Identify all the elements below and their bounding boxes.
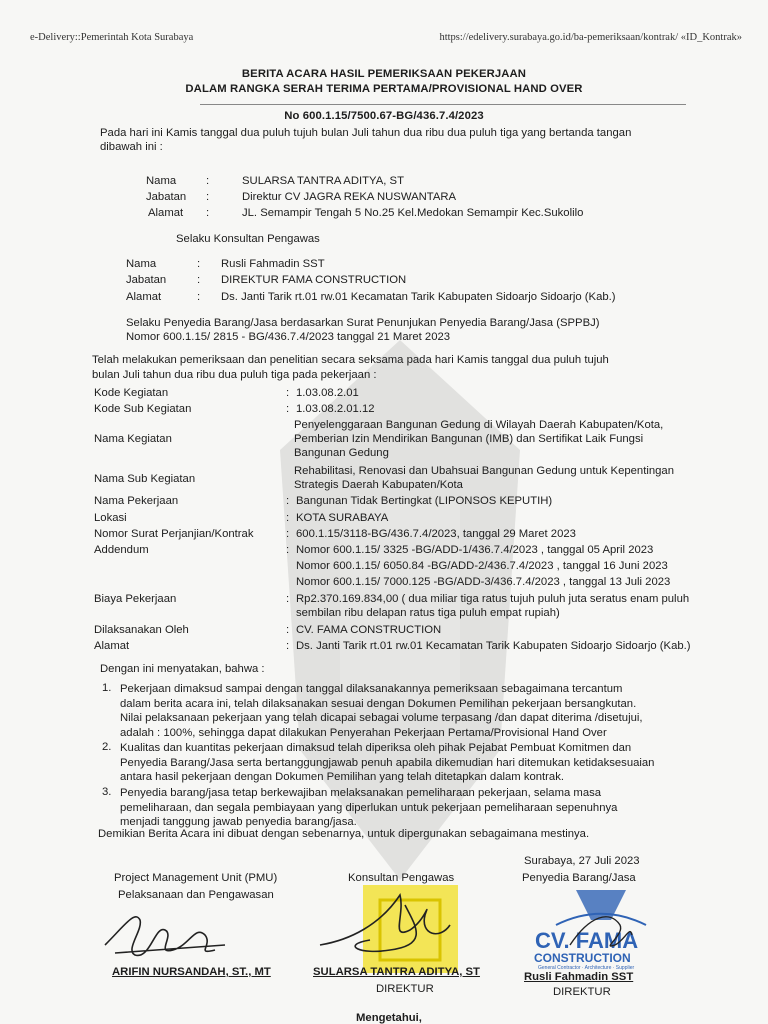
statement-item3-line: menjadi tanggung jawab penyedia barang/jasa. <box>120 816 357 828</box>
intro-line1: Pada hari ini Kamis tanggal dua puluh tujuh bulan Juli tahun dua ribu dua puluh tiga yang bertanda tangan <box>100 127 632 139</box>
party2-jabatan: DIREKTUR FAMA CONSTRUCTION <box>221 274 407 286</box>
statement-item1-line: Pekerjaan dimaksud sampai dengan tanggal dilaksanakannya pemeriksaan sebagaimana tercantum <box>120 683 623 695</box>
stamp-cv-text: CV. FAMA <box>535 928 639 953</box>
statement-closing: Demikian Berita Acara ini dibuat dengan sebenarnya, untuk dipergunakan sebagaimana mestinya. <box>98 828 590 840</box>
party1-alamat-label: Alamat <box>148 207 184 219</box>
penyedia-role: DIREKTUR <box>553 986 611 998</box>
colon: : <box>286 640 290 652</box>
statement-item1-line: dalam berita acara ini, telah dilaksanakan sesuai dengan Dokumen Pemilihan pekerjaan bersangkutan. <box>120 697 637 710</box>
nomor-surat-label: Nomor Surat Perjanjian/Kontrak <box>94 528 254 540</box>
statement-item1-line: Nilai pelaksanaan pekerjaan yang telah dicapai sebagai volume terpasang /dan dapat diterima /disetujui, <box>120 712 643 724</box>
konsultan-signature <box>310 885 480 965</box>
alamat-label: Alamat <box>94 640 130 652</box>
colon: : <box>286 387 290 399</box>
list-number-3: 3. <box>102 786 112 798</box>
kode-sub-label: Kode Sub Kegiatan <box>94 403 192 415</box>
addendum-label: Addendum <box>94 544 149 556</box>
party1-role: Selaku Konsultan Pengawas <box>176 233 320 245</box>
party2-alamat: Ds. Janti Tarik rt.01 rw.01 Kecamatan Tarik Kabupaten Sidoarjo Sidoarjo (Kab.) <box>221 291 616 303</box>
statement-intro: Dengan ini menyatakan, bahwa : <box>100 663 265 675</box>
nama-kegiatan-line1: Penyelenggaraan Bangunan Gedung di Wilayah Daerah Kabupaten/Kota, <box>294 419 664 431</box>
nama-pekerjaan-label: Nama Pekerjaan <box>94 495 179 507</box>
colon: : <box>197 274 201 286</box>
nama-kegiatan-line3: Bangunan Gedung <box>294 447 389 459</box>
addendum-line2: Nomor 600.1.15/ 6050.84 -BG/ADD-2/436.7.4/2023 , tanggal 16 Juni 2023 <box>296 560 668 572</box>
colon: : <box>197 258 201 270</box>
addendum-line1: Nomor 600.1.15/ 3325 -BG/ADD-1/436.7.4/2023 , tanggal 05 April 2023 <box>296 544 654 556</box>
lokasi-label: Lokasi <box>94 512 127 524</box>
colon: : <box>286 528 290 540</box>
header-url: https://edelivery.surabaya.go.id/ba-pemeriksaan/kontrak/ «ID_Kontrak» <box>439 32 742 43</box>
party1-alamat: JL. Semampir Tengah 5 No.25 Kel.Medokan Semampir Kec.Sukolilo <box>242 207 584 219</box>
party2-nama-label: Nama <box>126 258 157 270</box>
statement-item2-line: antara hasil pekerjaan dengan Dokumen Pemilihan yang telah ditetapkan dalam kontrak. <box>120 771 564 783</box>
header-source: e-Delivery::Pemerintah Kota Surabaya <box>30 32 194 43</box>
nama-sub-line2: Strategis Daerah Kabupaten/Kota <box>294 479 463 491</box>
penyedia-name: Rusli Fahmadin SST <box>524 971 634 983</box>
pmu-title-line1: Project Management Unit (PMU) <box>114 872 278 884</box>
lokasi: KOTA SURABAYA <box>296 512 389 524</box>
pmu-name: ARIFIN NURSANDAH, ST., MT <box>112 966 271 978</box>
statement-item2-line: Penyedia Barang/Jasa serta bertanggungjawab penuh apabila dikemudian hari ditemukan ketidaksesuaian <box>120 756 655 769</box>
statement-item3-line: Penyedia barang/jasa tetap berkewajiban melaksanakan pemeliharaan pekerjaan, selama masa <box>120 787 602 799</box>
party1-jabatan-label: Jabatan <box>146 191 187 203</box>
colon: : <box>286 593 290 605</box>
penyedia-signature <box>560 905 640 955</box>
konsultan-role: DIREKTUR <box>376 983 434 995</box>
konsultan-title: Konsultan Pengawas <box>348 872 455 884</box>
nama-kegiatan-line2: Pemberian Izin Mendirikan Bangunan (IMB) dan Sertifikat Laik Fungsi <box>294 433 644 445</box>
statement-item3 <box>120 786 740 830</box>
statement-item3-line: pemeliharaan, dan segala pembiayaan yang diperlukan untuk pekerjaan pemeliharaan sepenuhnya <box>120 801 618 814</box>
statement-item1-line: adalah : 100%, sehingga dapat dilakukan Penyerahan Pekerjaan Pertama/Provisional Hand Over <box>120 726 607 739</box>
dilaksanakan-label: Dilaksanakan Oleh <box>94 624 189 636</box>
colon: : <box>197 291 201 303</box>
statement-item2 <box>120 741 740 785</box>
biaya-line2: sembilan ribu delapan ratus tiga puluh empat rupiah) <box>296 607 560 619</box>
colon: : <box>286 495 290 507</box>
party1-nama-label: Nama <box>146 175 177 187</box>
kode-kegiatan: 1.03.08.2.01 <box>296 387 359 399</box>
colon: : <box>286 624 290 636</box>
intro-line2: dibawah ini : <box>100 141 163 153</box>
nama-sub-line1: Rehabilitasi, Renovasi dan Ubahsuai Bangunan Gedung untuk Kepentingan <box>294 465 674 477</box>
stamp-tagline: General Contractor · Architecture · Supplier <box>538 965 635 971</box>
party2-jabatan-label: Jabatan <box>126 274 167 286</box>
colon: : <box>206 207 210 219</box>
nama-sub-label: Nama Sub Kegiatan <box>94 473 196 485</box>
doc-number: No 600.1.15/7500.67-BG/436.7.4/2023 <box>284 110 484 122</box>
party1-jabatan: Direktur CV JAGRA REKA NUSWANTARA <box>242 191 457 203</box>
party2-role-line2: Nomor 600.1.15/ 2815 - BG/436.7.4/2023 tanggal 21 Maret 2023 <box>126 331 451 343</box>
colon: : <box>206 191 210 203</box>
biaya-line1: Rp2.370.169.834,00 ( dua miliar tiga ratus tujuh puluh juta seratus enam puluh <box>296 593 690 605</box>
doc-title-line1: BERITA ACARA HASIL PEMERIKSAAN PEKERJAAN <box>241 68 527 80</box>
party2-nama: Rusli Fahmadin SST <box>221 258 325 270</box>
colon: : <box>206 175 210 187</box>
kode-kegiatan-label: Kode Kegiatan <box>94 387 169 399</box>
penyedia-title: Penyedia Barang/Jasa <box>522 872 636 884</box>
nomor-surat: 600.1.15/3118-BG/436.7.4/2023, tanggal 29 Maret 2023 <box>296 528 576 540</box>
nama-pekerjaan: Bangunan Tidak Bertingkat (LIPONSOS KEPUTIH) <box>296 495 553 507</box>
party1-nama: SULARSA TANTRA ADITYA, ST <box>242 175 404 187</box>
alamat: Ds. Janti Tarik rt.01 rw.01 Kecamatan Tarik Kabupaten Sidoarjo Sidoarjo (Kab.) <box>296 640 691 652</box>
colon: : <box>286 403 290 415</box>
statement-item2-line: Kualitas dan kuantitas pekerjaan dimaksud telah diperiksa oleh pihak Pejabat Pembuat Komitmen dan <box>120 742 632 754</box>
pmu-signature <box>95 905 235 965</box>
konsultan-name: SULARSA TANTRA ADITYA, ST <box>313 966 480 978</box>
colon: : <box>286 544 290 556</box>
kode-sub: 1.03.08.2.01.12 <box>296 403 375 415</box>
list-number-1: 1. <box>102 682 112 694</box>
exam-line1: Telah melakukan pemeriksaan dan penelitian secara seksama pada hari Kamis tanggal dua puluh tujuh <box>92 354 609 366</box>
statement-item1 <box>120 682 740 740</box>
party2-role-line1: Selaku Penyedia Barang/Jasa berdasarkan Surat Penunjukan Penyedia Barang/Jasa (SPPBJ) <box>126 317 600 329</box>
party2-alamat-label: Alamat <box>126 291 162 303</box>
title-divider <box>200 104 686 105</box>
stamp-construction-text: CONSTRUCTION <box>534 951 631 965</box>
dilaksanakan: CV. FAMA CONSTRUCTION <box>296 624 442 636</box>
list-number-2: 2. <box>102 741 112 753</box>
place-date: Surabaya, 27 Juli 2023 <box>524 855 640 867</box>
exam-line2: bulan Juli tahun dua ribu dua puluh tiga pada pekerjaan : <box>92 369 377 381</box>
nama-kegiatan-label: Nama Kegiatan <box>94 433 172 445</box>
addendum-line3: Nomor 600.1.15/ 7000.125 -BG/ADD-3/436.7.4/2023 , tanggal 13 Juli 2023 <box>296 576 671 588</box>
pmu-title-line2: Pelaksanaan dan Pengawasan <box>118 889 274 901</box>
biaya-label: Biaya Pekerjaan <box>94 593 177 605</box>
mengetahui: Mengetahui, <box>356 1012 422 1024</box>
doc-title-line2: DALAM RANGKA SERAH TERIMA PERTAMA/PROVISIONAL HAND OVER <box>185 83 583 95</box>
colon: : <box>286 512 290 524</box>
